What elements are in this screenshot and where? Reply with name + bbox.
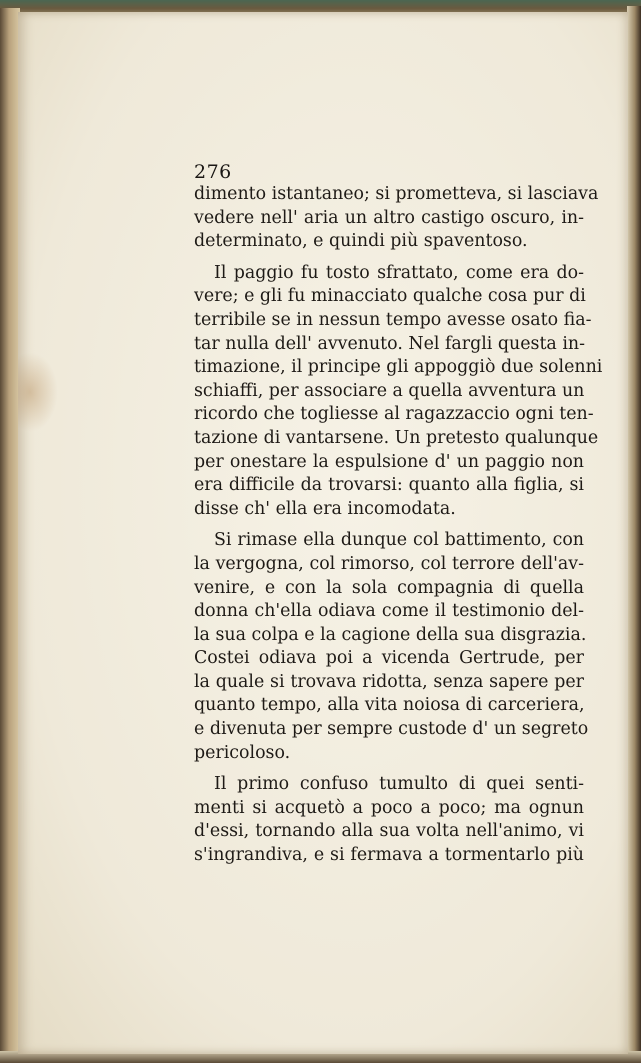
text-line: Si rimase ella dunque col battimento, con: [214, 530, 584, 551]
text-line: e divenuta per sempre custode d' un segreto: [194, 719, 589, 740]
text-line: vere; e gli fu minacciato qualche cosa pur di: [194, 286, 586, 307]
text-line: schiaffi, per associare a quella avventura un: [194, 380, 585, 401]
book-spine-edge: [0, 8, 20, 1063]
text-line: era difficile da trovarsi: quanto alla figlia, si: [194, 475, 584, 496]
text-line: pericoloso.: [194, 742, 291, 763]
text-line: dimento istantaneo; si prometteva, si lasciava: [194, 184, 599, 204]
text-line: Il paggio fu tosto sfrattato, come era do-: [214, 262, 584, 283]
text-line: s'ingrandiva, e si fermava a tormentarlo più: [194, 845, 584, 866]
text-line: tar nulla dell' avvenuto. Nel fargli questa in-: [194, 333, 585, 354]
text-line: tazione di vantarsene. Un pretesto qualunque: [194, 427, 599, 448]
text-line: la sua colpa e la cagione della sua disgrazia.: [194, 624, 587, 645]
text-line: determinato, e quindi più spaventoso.: [194, 231, 528, 252]
text-line: la quale si trovava ridotta, senza sapere per: [194, 671, 584, 692]
text-line: per onestare la espulsione d' un paggio non: [194, 451, 584, 472]
text-line: terribile se in nessun tempo avesse osato fia-: [194, 309, 592, 330]
text-line: vedere nell' aria un altro castigo oscuro, in-: [194, 207, 584, 228]
text-line: timazione, il principe gli appoggiò due solenni: [194, 357, 603, 378]
text-line: d'essi, tornando alla sua volta nell'animo, vi: [194, 821, 584, 842]
text-line: quanto tempo, alla vita noiosa di carceriera,: [194, 695, 585, 716]
text-line: ricordo che togliesse al ragazzaccio ogni ten-: [194, 404, 594, 425]
text-line: donna ch'ella odiava come il testimonio del-: [194, 601, 584, 622]
text-line: Il primo confuso tumulto di quei senti-: [214, 774, 584, 795]
page-number: 276: [194, 161, 232, 183]
book-fore-edge: [627, 6, 641, 1063]
text-line: venire, e con la sola compagnia di quella: [194, 577, 584, 598]
page-text: [194, 183, 603, 868]
text-line: disse ch' ella era incomodata.: [194, 498, 456, 519]
text-line: la vergogna, col rimorso, col terrore dell'av-: [194, 553, 584, 574]
text-line: menti si acquetò a poco a poco; ma ognun: [194, 797, 584, 818]
text-line: Costei odiava poi a vicenda Gertrude, per: [194, 648, 584, 669]
paper-stain: [18, 352, 58, 432]
